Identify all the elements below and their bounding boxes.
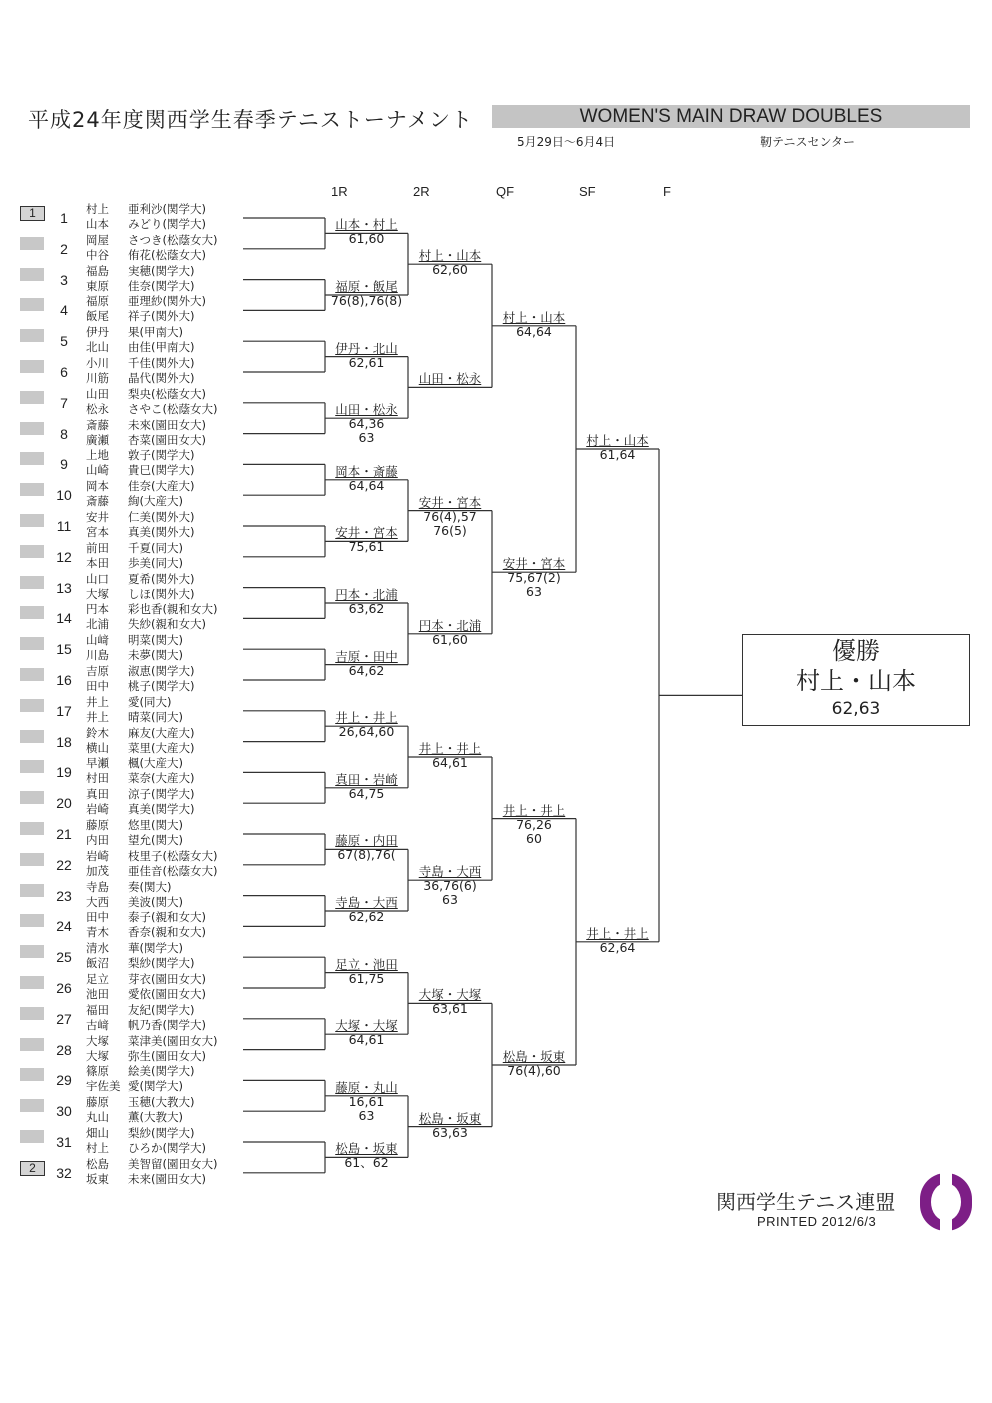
player-first-name-school: 夏希(関外大) <box>128 571 195 586</box>
draw-number: 19 <box>56 764 72 781</box>
round-header-qf: QF <box>496 184 515 199</box>
winner-pair: 福原・飯尾 <box>335 279 398 294</box>
player-last-name: 真田 <box>86 787 109 802</box>
player-last-name: 大西 <box>86 894 109 909</box>
player-first-name-school: 晶代(関外大) <box>128 371 195 385</box>
player-last-name: 松永 <box>86 401 109 416</box>
player-first-name-school: 玉穂(大教大) <box>128 1095 195 1110</box>
player-first-name-school: しほ(関外大) <box>128 586 195 601</box>
player-last-name: 廣瀬 <box>86 432 109 447</box>
match-score: 64,62 <box>348 662 385 678</box>
player-last-name: 篠原 <box>86 1064 109 1079</box>
match-score: 63 <box>442 892 458 908</box>
player-first-name-school: 帆乃香(関学大) <box>128 1017 206 1032</box>
draw-number: 28 <box>56 1041 72 1058</box>
player-last-name: 村上 <box>86 202 109 216</box>
player-last-name: 北山 <box>86 340 109 355</box>
winner-pair: 安井・宮本 <box>335 525 398 541</box>
player-first-name-school: 薫(大教大) <box>128 1110 183 1125</box>
player-last-name: 吉原 <box>86 664 109 678</box>
player-last-name: 早瀬 <box>86 756 109 771</box>
champion-label: 優勝 <box>832 637 880 665</box>
player-last-name: 東原 <box>86 278 109 293</box>
player-first-name-school: 愛(関学大) <box>128 1079 183 1094</box>
player-first-name-school: 楓(大産大) <box>128 756 183 771</box>
player-last-name: 伊丹 <box>86 325 109 340</box>
player-first-name-school: 佳奈(関学大) <box>128 278 195 293</box>
winner-pair: 伊丹・北山 <box>335 340 398 356</box>
draw-number: 11 <box>56 518 72 534</box>
round-header-sf: SF <box>579 184 596 199</box>
player-first-name-school: 梨央(松蔭女大) <box>128 386 206 401</box>
draw-number: 10 <box>56 487 72 504</box>
player-first-name-school: 真美(関外大) <box>128 525 195 539</box>
player-first-name-school: 愛(同大) <box>128 694 172 709</box>
winner-pair: 円本・北浦 <box>335 587 398 602</box>
player-first-name-school: 杏菜(園田女大) <box>128 432 206 447</box>
winner-pair: 村上・山本 <box>502 309 566 325</box>
draw-number: 20 <box>56 795 72 812</box>
player-first-name-school: 晴菜(同大) <box>128 709 183 724</box>
match-score: 64,61 <box>432 755 468 770</box>
player-first-name-school: 仁美(関外大) <box>128 510 195 524</box>
player-first-name-school: 由佳(甲南大) <box>128 340 195 355</box>
match-score: 64,75 <box>348 785 385 801</box>
player-first-name-school: 実穂(関学大) <box>128 263 195 278</box>
player-last-name: 川島 <box>86 648 109 663</box>
draw-number: 15 <box>56 641 72 658</box>
player-first-name-school: 真美(関学大) <box>128 802 195 817</box>
round-header-1r: 1R <box>331 184 348 199</box>
player-last-name: 福島 <box>86 263 109 278</box>
match-score: 62,61 <box>348 354 385 370</box>
match-score: 75,67(2) <box>507 570 561 586</box>
player-first-name-school: みどり(関学大) <box>128 217 206 231</box>
match-score: 61,75 <box>348 970 385 986</box>
player-last-name: 小川 <box>86 356 109 370</box>
player-last-name: 岡屋 <box>86 232 109 247</box>
winner-pair: 足立・池田 <box>335 956 398 972</box>
player-last-name: 飯沼 <box>86 956 109 971</box>
match-score: 63 <box>358 430 375 446</box>
player-last-name: 宮本 <box>86 525 109 539</box>
match-score: 75,61 <box>348 539 385 555</box>
draw-number: 2 <box>60 240 68 257</box>
draw-number: 23 <box>56 887 72 904</box>
winner-pair: 寺島・大西 <box>418 864 482 880</box>
player-first-name-school: 祥子(関外大) <box>128 309 195 324</box>
player-first-name-school: 芽衣(園田女大) <box>128 972 206 986</box>
player-last-name: 中谷 <box>86 247 109 262</box>
player-last-name: 大塚 <box>86 586 109 601</box>
draw-number: 21 <box>56 826 72 842</box>
winner-pair: 岡本・斎藤 <box>335 463 398 479</box>
player-last-name: 岩崎 <box>86 802 109 817</box>
draw-number: 25 <box>56 949 72 966</box>
player-first-name-school: 泰子(親和女大) <box>128 910 206 925</box>
draw-number: 24 <box>56 918 72 935</box>
player-first-name-school: 果(甲南大) <box>128 325 183 340</box>
seed-box: 2 <box>20 1161 45 1176</box>
draw-number: 8 <box>60 425 68 442</box>
player-last-name: 本田 <box>86 555 109 570</box>
player-last-name: 山本 <box>86 217 109 231</box>
player-first-name-school: 千佳(関外大) <box>128 356 195 370</box>
event-dates: 5月29日～6月4日 <box>517 135 616 149</box>
player-first-name-school: 貴巳(関学大) <box>128 463 195 478</box>
player-last-name: 松島 <box>86 1156 109 1171</box>
player-last-name: 村上 <box>86 1141 109 1155</box>
winner-pair: 山田・松永 <box>335 402 398 418</box>
organizer-name: 関西学生テニス連盟 <box>716 1190 896 1214</box>
player-last-name: 加茂 <box>86 863 109 878</box>
player-last-name: 岡本 <box>86 479 109 494</box>
player-first-name-school: さやこ(松蔭女大) <box>128 401 218 416</box>
player-last-name: 横山 <box>86 740 109 755</box>
match-score: 16,61 <box>348 1093 385 1109</box>
player-first-name-school: 明菜(関大) <box>128 633 183 648</box>
player-first-name-school: 梨紗(関学大) <box>128 956 195 971</box>
player-last-name: 井上 <box>86 709 109 724</box>
player-last-name: 清水 <box>86 941 109 956</box>
player-first-name-school: ひろか(関学大) <box>128 1141 206 1155</box>
champion-box <box>742 634 970 726</box>
player-first-name-school: 美智留(園田女大) <box>128 1156 218 1171</box>
player-last-name: 川筋 <box>86 371 109 385</box>
match-score: 76(4),57 <box>423 508 477 524</box>
winner-pair: 村上・山本 <box>418 248 482 264</box>
player-last-name: 畑山 <box>86 1126 109 1140</box>
round-header-2r: 2R <box>413 184 430 199</box>
winner-pair: 山田・松永 <box>418 371 482 387</box>
player-last-name: 丸山 <box>86 1110 109 1125</box>
winner-pair: 安井・宮本 <box>502 556 566 572</box>
player-first-name-school: 枝里子(松蔭女大) <box>128 848 218 863</box>
player-last-name: 上地 <box>86 448 109 463</box>
match-score: 76,26 <box>516 816 552 832</box>
match-score: 61,64 <box>599 447 636 462</box>
winner-pair: 井上・井上 <box>335 710 398 726</box>
draw-number: 3 <box>60 271 68 288</box>
player-first-name-school: 絢(大産大) <box>128 494 183 509</box>
match-score: 64,61 <box>348 1032 385 1048</box>
player-last-name: 飯尾 <box>86 309 109 324</box>
winner-pair: 大塚・大塚 <box>418 987 482 1003</box>
match-score: 76(4),60 <box>507 1063 561 1078</box>
printed-date: PRINTED 2012/6/3 <box>757 1214 877 1229</box>
draw-number: 5 <box>60 333 68 350</box>
player-first-name-school: 友紀(関学大) <box>128 1002 195 1017</box>
winner-pair: 大塚・大塚 <box>335 1018 398 1034</box>
page-title: 平成24年度関西学生春季テニストーナメント <box>28 108 474 132</box>
match-score: 36,76(6) <box>423 878 477 894</box>
player-first-name-school: 亜利沙(関学大) <box>128 202 206 216</box>
player-last-name: 坂東 <box>86 1171 109 1186</box>
player-first-name-school: 未来(園田女大) <box>128 1171 206 1186</box>
player-last-name: 斎藤 <box>86 417 109 432</box>
player-last-name: 山口 <box>86 571 109 586</box>
player-last-name: 古﨑 <box>86 1017 109 1032</box>
draw-number: 32 <box>56 1164 72 1181</box>
player-last-name: 北浦 <box>86 617 109 632</box>
winner-pair: 安井・宮本 <box>418 494 482 510</box>
player-last-name: 福田 <box>86 1002 109 1017</box>
player-last-name: 藤原 <box>86 818 109 832</box>
player-last-name: 鈴木 <box>86 725 109 740</box>
seed-box: 1 <box>20 206 45 221</box>
match-score: 63,61 <box>432 1001 468 1017</box>
draw-number: 12 <box>56 548 72 565</box>
player-first-name-school: 菜奈(大産大) <box>128 771 195 786</box>
match-score: 64,36 <box>348 416 385 432</box>
player-first-name-school: 愛依(園田女大) <box>128 987 206 1001</box>
draw-number: 22 <box>56 856 72 873</box>
player-first-name-school: 桃子(関学大) <box>128 679 195 693</box>
match-score: 26,64,60 <box>338 724 395 740</box>
draw-number: 6 <box>60 364 68 380</box>
winner-pair: 井上・井上 <box>418 741 482 756</box>
player-first-name-school: 亜理紗(関外大) <box>128 294 206 309</box>
player-last-name: 前田 <box>86 540 109 555</box>
player-last-name: 宇佐美 <box>86 1079 121 1094</box>
player-first-name-school: 美波(関大) <box>128 894 183 909</box>
match-score: 64,64 <box>516 323 552 339</box>
player-first-name-school: 菜津美(園田女大) <box>128 1033 218 1048</box>
match-score: 62,60 <box>432 262 468 278</box>
player-first-name-school: 絵美(関学大) <box>128 1064 195 1079</box>
draw-number: 31 <box>56 1134 72 1150</box>
player-last-name: 福原 <box>86 294 109 309</box>
player-first-name-school: 亜佳音(松蔭女大) <box>128 863 218 878</box>
match-score: 61、62 <box>344 1155 389 1171</box>
match-score: 76(5) <box>433 522 467 538</box>
player-last-name: 山田 <box>86 386 109 401</box>
player-first-name-school: 梨紗(関学大) <box>128 1126 195 1140</box>
player-first-name-school: 菜里(大産大) <box>128 740 195 755</box>
player-first-name-school: 淑恵(関学大) <box>128 664 195 678</box>
player-first-name-school: 歩美(同大) <box>128 555 183 570</box>
winner-pair: 村上・山本 <box>586 433 649 448</box>
winner-pair: 吉原・田中 <box>335 648 398 664</box>
federation-logo-icon <box>920 1173 972 1231</box>
champion-score: 62,63 <box>831 699 881 719</box>
draw-number: 27 <box>56 1010 72 1027</box>
player-last-name: 大塚 <box>86 1048 109 1063</box>
player-first-name-school: 望允(関大) <box>128 833 183 847</box>
winner-pair: 山本・村上 <box>335 217 398 233</box>
player-last-name: 井上 <box>86 694 109 709</box>
player-last-name: 斎藤 <box>86 494 109 509</box>
round-header-f: F <box>663 184 671 199</box>
player-first-name-school: 弥生(園田女大) <box>128 1048 206 1063</box>
match-score: 62,64 <box>599 939 636 955</box>
player-first-name-school: 未來(園田女大) <box>128 417 206 432</box>
player-last-name: 藤原 <box>86 1095 109 1110</box>
player-last-name: 寺島 <box>86 879 109 894</box>
draw-number: 1 <box>60 210 68 226</box>
player-last-name: 山崎 <box>86 463 109 478</box>
match-score: 63,62 <box>348 601 385 616</box>
player-last-name: 円本 <box>86 602 109 617</box>
player-first-name-school: 香奈(親和女大) <box>128 925 206 940</box>
draw-number: 16 <box>56 672 72 688</box>
match-score: 63 <box>526 584 542 600</box>
draw-number: 30 <box>56 1103 72 1120</box>
draw-number: 13 <box>56 579 72 596</box>
player-first-name-school: 未夢(関大) <box>128 648 183 663</box>
match-score: 64,64 <box>348 477 385 493</box>
player-last-name: 田中 <box>86 679 109 693</box>
winner-pair: 藤原・丸山 <box>335 1079 398 1095</box>
champion-pair: 村上・山本 <box>796 667 916 695</box>
player-first-name-school: さつき(松蔭女大) <box>128 232 218 247</box>
match-score: 67(8),76( <box>337 847 396 863</box>
winner-pair: 寺島・大西 <box>335 895 398 910</box>
event-venue: 靭テニスセンター <box>760 135 856 149</box>
match-score: 60 <box>526 830 542 846</box>
winner-pair: 松島・坂東 <box>335 1141 398 1157</box>
player-last-name: 内田 <box>86 833 109 847</box>
player-first-name-school: 涼子(関学大) <box>128 787 195 802</box>
player-first-name-school: 敦子(関学大) <box>128 448 195 463</box>
player-last-name: 青木 <box>86 925 109 940</box>
player-first-name-school: 華(関学大) <box>128 941 183 956</box>
winner-pair: 藤原・内田 <box>335 833 398 849</box>
player-first-name-school: 千夏(同大) <box>128 540 183 555</box>
draw-number: 7 <box>60 394 68 411</box>
player-last-name: 田中 <box>86 910 109 925</box>
player-first-name-school: 悠里(関大) <box>128 818 183 832</box>
event-banner: WOMEN'S MAIN DRAW DOUBLES <box>492 105 970 128</box>
draw-number: 26 <box>56 980 72 996</box>
draw-number: 9 <box>60 456 68 473</box>
player-first-name-school: 彩也香(親和女大) <box>128 602 218 617</box>
winner-pair: 井上・井上 <box>586 925 649 941</box>
winner-pair: 真田・岩崎 <box>335 771 398 787</box>
winner-pair: 松島・坂東 <box>502 1049 566 1064</box>
match-score: 62,62 <box>348 909 385 924</box>
player-first-name-school: 奏(関大) <box>128 879 172 894</box>
draw-number: 29 <box>56 1072 72 1089</box>
player-first-name-school: 失紗(親和女大) <box>128 617 206 632</box>
winner-pair: 円本・北浦 <box>418 617 482 633</box>
player-last-name: 岩崎 <box>86 848 109 863</box>
player-last-name: 山﨑 <box>86 633 109 648</box>
draw-number: 4 <box>60 302 68 319</box>
match-score: 63,63 <box>432 1124 468 1140</box>
player-last-name: 池田 <box>86 987 109 1001</box>
draw-number: 18 <box>56 733 72 750</box>
draw-number: 14 <box>56 610 72 627</box>
match-score: 61,60 <box>432 631 468 647</box>
player-first-name-school: 麻友(大産大) <box>128 725 195 740</box>
match-score: 61,60 <box>348 231 385 247</box>
player-last-name: 足立 <box>86 972 109 986</box>
player-first-name-school: 侑花(松蔭女大) <box>128 247 206 262</box>
match-score: 63 <box>358 1107 375 1123</box>
winner-pair: 松島・坂東 <box>418 1110 482 1126</box>
player-last-name: 安井 <box>86 510 109 524</box>
winner-pair: 井上・井上 <box>502 802 566 818</box>
player-last-name: 村田 <box>86 771 109 786</box>
player-last-name: 大塚 <box>86 1033 109 1048</box>
player-first-name-school: 佳奈(大産大) <box>128 479 195 494</box>
match-score: 76(8),76(8) <box>330 293 403 308</box>
draw-number: 17 <box>56 702 72 719</box>
